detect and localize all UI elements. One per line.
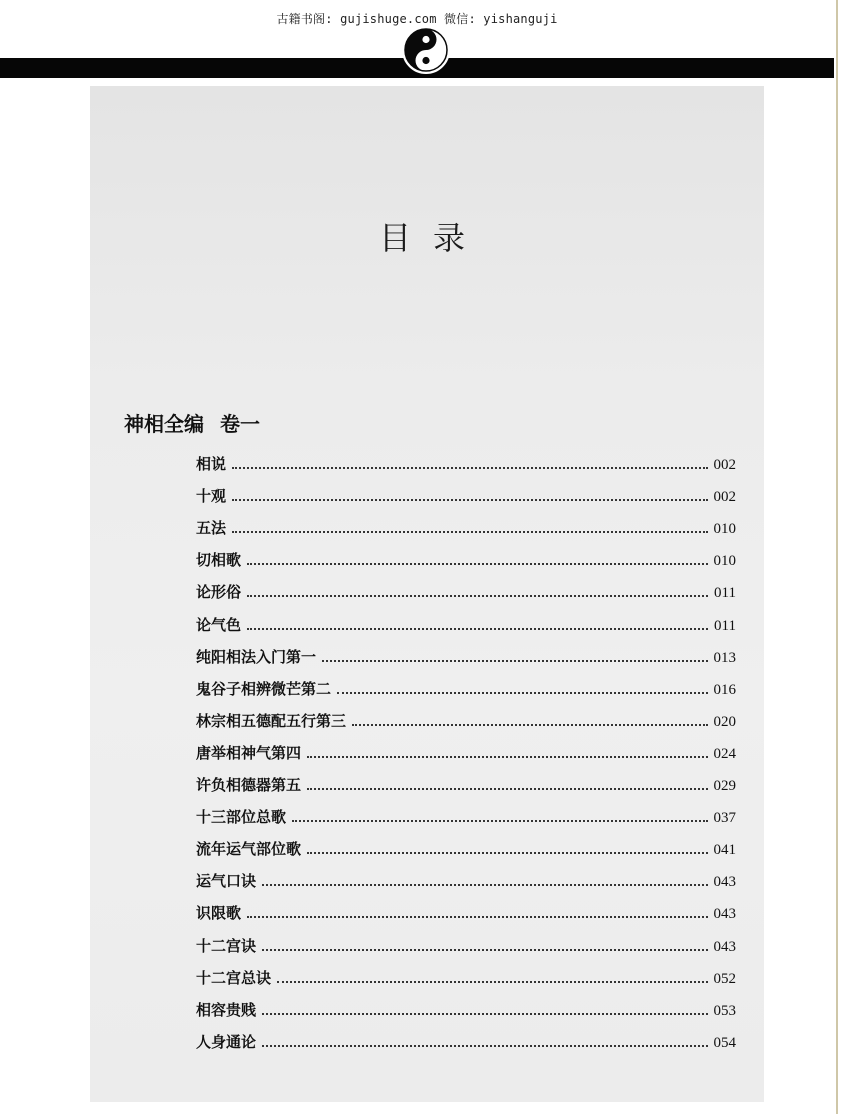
toc-entry[interactable] xyxy=(196,570,736,602)
section-heading xyxy=(124,408,260,437)
toc-entry-page: 054 xyxy=(713,1034,736,1051)
toc-entry[interactable] xyxy=(196,667,736,699)
toc-entry-page: 052 xyxy=(713,970,736,987)
page-title: 目录 xyxy=(378,219,487,257)
toc-entry-page: 020 xyxy=(713,713,736,730)
taiji-icon xyxy=(402,26,450,74)
toc-entry-page: 010 xyxy=(713,521,736,538)
toc-entry-page: 043 xyxy=(713,938,736,955)
toc-entry-page: 016 xyxy=(713,681,736,698)
toc-entry-label: 十二宫诀 xyxy=(196,936,257,955)
dot-leader xyxy=(292,820,707,822)
book-title: 神相全编 xyxy=(124,412,204,436)
toc-entry-label: 纯阳相法入门第一 xyxy=(196,647,317,666)
toc-entry[interactable] xyxy=(196,923,736,955)
toc-entry[interactable] xyxy=(196,602,736,634)
toc-entry-label: 运气口诀 xyxy=(196,872,257,891)
dot-leader xyxy=(277,981,707,983)
dot-leader xyxy=(247,628,708,630)
toc-entry[interactable] xyxy=(196,891,736,923)
toc-entry[interactable] xyxy=(196,474,736,506)
page-edge-rule xyxy=(836,0,838,1114)
toc-entry-label: 唐举相神气第四 xyxy=(196,743,302,762)
dot-leader xyxy=(247,916,707,918)
toc-entry-page: 002 xyxy=(713,457,736,474)
toc-entry-label: 十三部位总歌 xyxy=(196,808,287,827)
toc-entry[interactable] xyxy=(196,1020,736,1052)
toc-entry-label: 鬼谷子相辨微芒第二 xyxy=(196,679,332,698)
toc-entry-label: 流年运气部位歌 xyxy=(196,840,302,859)
toc-entry-label: 相容贵贱 xyxy=(196,1000,257,1019)
toc-entry-label: 十二宫总诀 xyxy=(196,968,272,987)
toc-entry-label: 许负相德器第五 xyxy=(196,776,302,795)
dot-leader xyxy=(262,884,707,886)
toc-entry-label: 论气色 xyxy=(196,615,242,634)
toc-entry[interactable] xyxy=(196,442,736,474)
toc-entry[interactable] xyxy=(196,763,736,795)
toc-entry[interactable] xyxy=(196,988,736,1020)
dot-leader xyxy=(247,563,707,565)
watermark-text: 古籍书阁: gujishuge.com 微信: yishanguji xyxy=(276,12,558,26)
toc-entry-page: 024 xyxy=(713,745,736,762)
dot-leader xyxy=(262,1013,707,1015)
toc-entry-page: 043 xyxy=(713,906,736,923)
dot-leader xyxy=(307,788,707,790)
toc-entry-label: 五法 xyxy=(196,519,227,538)
toc-entry-page: 029 xyxy=(713,778,736,795)
toc-entry-label: 识限歌 xyxy=(196,904,242,923)
toc-entry-page: 043 xyxy=(713,874,736,891)
toc-entry-page: 041 xyxy=(713,842,736,859)
toc-entry-label: 林宗相五德配五行第三 xyxy=(196,711,347,730)
toc-entry-label: 十观 xyxy=(196,487,227,506)
dot-leader xyxy=(322,660,707,662)
table-of-contents xyxy=(196,442,736,1052)
dot-leader xyxy=(307,756,707,758)
toc-entry-label: 人身通论 xyxy=(196,1032,257,1051)
toc-entry[interactable] xyxy=(196,795,736,827)
dot-leader xyxy=(262,1045,707,1047)
toc-entry[interactable] xyxy=(196,956,736,988)
dot-leader xyxy=(262,949,707,951)
toc-entry-page: 013 xyxy=(713,649,736,666)
toc-entry-page: 037 xyxy=(713,810,736,827)
dot-leader xyxy=(307,852,707,854)
toc-entry-page: 011 xyxy=(714,617,736,634)
toc-entry-label: 论形俗 xyxy=(196,583,242,602)
toc-entry-page: 002 xyxy=(713,489,736,506)
toc-entry-label: 切相歌 xyxy=(196,551,242,570)
volume-label: 卷一 xyxy=(220,412,260,436)
dot-leader xyxy=(232,467,707,469)
toc-entry-page: 011 xyxy=(714,585,736,602)
toc-entry[interactable] xyxy=(196,506,736,538)
toc-entry[interactable] xyxy=(196,635,736,667)
toc-entry[interactable] xyxy=(196,699,736,731)
toc-entry-page: 053 xyxy=(713,1002,736,1019)
dot-leader xyxy=(232,499,707,501)
toc-entry[interactable] xyxy=(196,538,736,570)
dot-leader xyxy=(247,595,708,597)
dot-leader xyxy=(352,724,707,726)
toc-entry-label: 相说 xyxy=(196,455,227,474)
dot-leader xyxy=(232,531,707,533)
toc-entry[interactable] xyxy=(196,827,736,859)
toc-entry-page: 010 xyxy=(713,553,736,570)
dot-leader xyxy=(337,692,707,694)
toc-entry[interactable] xyxy=(196,859,736,891)
toc-entry[interactable] xyxy=(196,731,736,763)
